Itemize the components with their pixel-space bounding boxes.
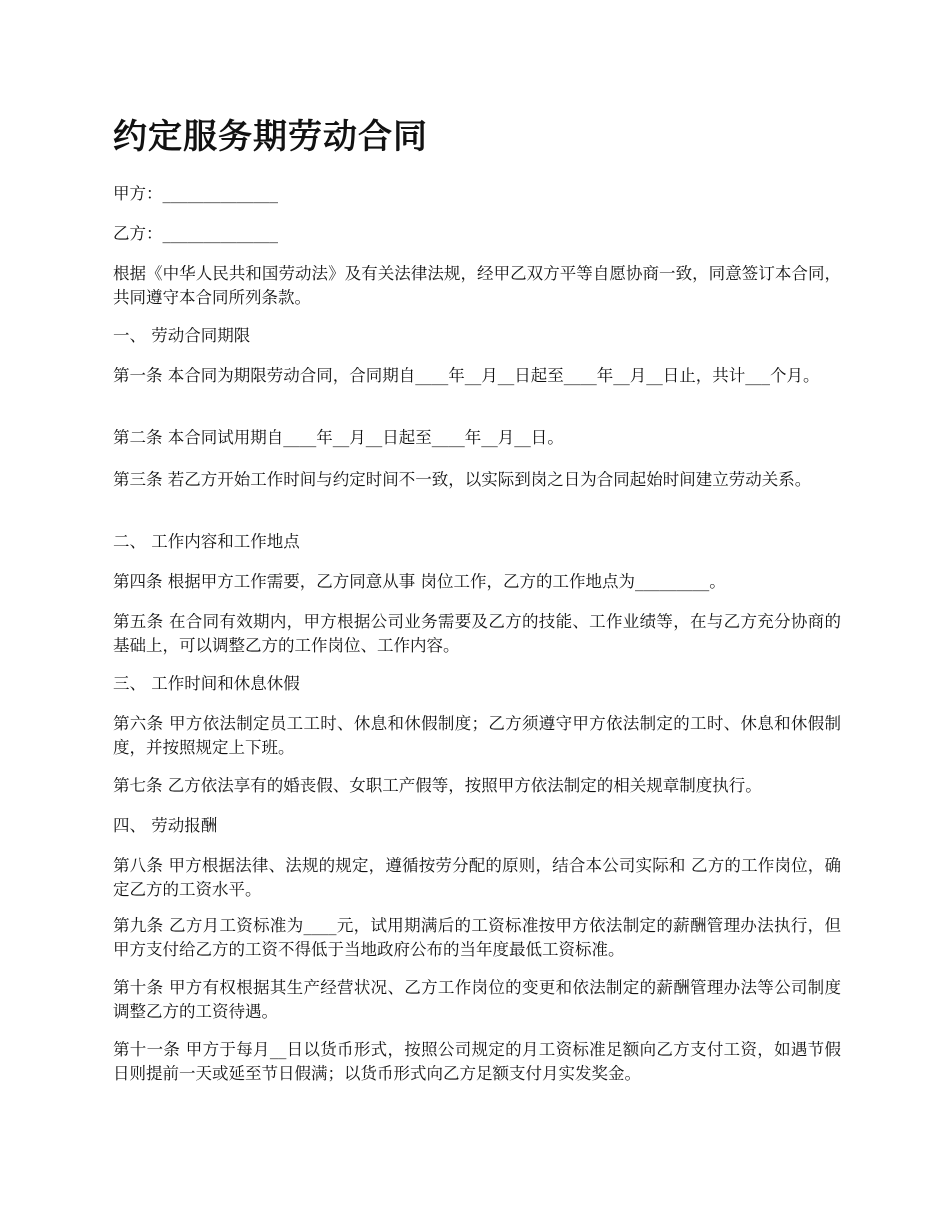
- section-heading-4: 四、 劳动报酬: [113, 816, 218, 835]
- party-b-line: 乙方：______________: [113, 224, 278, 243]
- section-heading-3: 三、 工作时间和休息休假: [113, 674, 300, 693]
- clause-3: 第三条 若乙方开始工作时间与约定时间不一致，以实际到岗之日为合同起始时间建立劳动关系。: [113, 470, 812, 489]
- preamble: 根据《中华人民共和国劳动法》及有关法律法规，经甲乙双方平等自愿协商一致，同意签订本合同，共同遵守本合同所列条款。: [113, 264, 841, 307]
- clause-8: 第八条 甲方根据法律、法规的规定，遵循按劳分配的原则，结合本公司实际和 乙方的工作岗位，确定乙方的工资水平。: [113, 856, 841, 899]
- clause-1: 第一条 本合同为期限劳动合同，合同期自____年__月__日起至____年__月__日止，共计___个月。: [113, 366, 820, 385]
- clause-9: 第九条 乙方月工资标准为____元，试用期满后的工资标准按甲方依法制定的薪酬管理办法执行，但甲方支付给乙方的工资不得低于当地政府公布的当年度最低工资标准。: [113, 916, 841, 959]
- party-a-line: 甲方：______________: [113, 184, 278, 203]
- clause-4: 第四条 根据甲方工作需要，乙方同意从事 岗位工作，乙方的工作地点为_________。: [113, 572, 726, 591]
- section-heading-2: 二、 工作内容和工作地点: [113, 532, 300, 551]
- clause-5: 第五条 在合同有效期内，甲方根据公司业务需要及乙方的技能、工作业绩等，在与乙方充分协商的基础上，可以调整乙方的工作岗位、工作内容。: [113, 612, 841, 655]
- section-heading-1: 一、 劳动合同期限: [113, 326, 251, 345]
- clause-2: 第二条 本合同试用期自____年__月__日起至____年__月__日。: [113, 428, 564, 447]
- clause-11: 第十一条 甲方于每月__日以货币形式，按照公司规定的月工资标准足额向乙方支付工资，如遇节假日则提前一天或延至节日假满；以货币形式向乙方足额支付月实发奖金。: [113, 1040, 841, 1083]
- clause-7: 第七条 乙方依法享有的婚丧假、女职工产假等，按照甲方依法制定的相关规章制度执行。: [113, 776, 762, 795]
- clause-6: 第六条 甲方依法制定员工工时、休息和休假制度；乙方须遵守甲方依法制定的工时、休息和休假制度，并按照规定上下班。: [113, 714, 841, 757]
- document-title: 约定服务期劳动合同: [113, 117, 428, 157]
- clause-10: 第十条 甲方有权根据其生产经营状况、乙方工作岗位的变更和依法制定的薪酬管理办法等公司制度调整乙方的工资待遇。: [113, 978, 841, 1021]
